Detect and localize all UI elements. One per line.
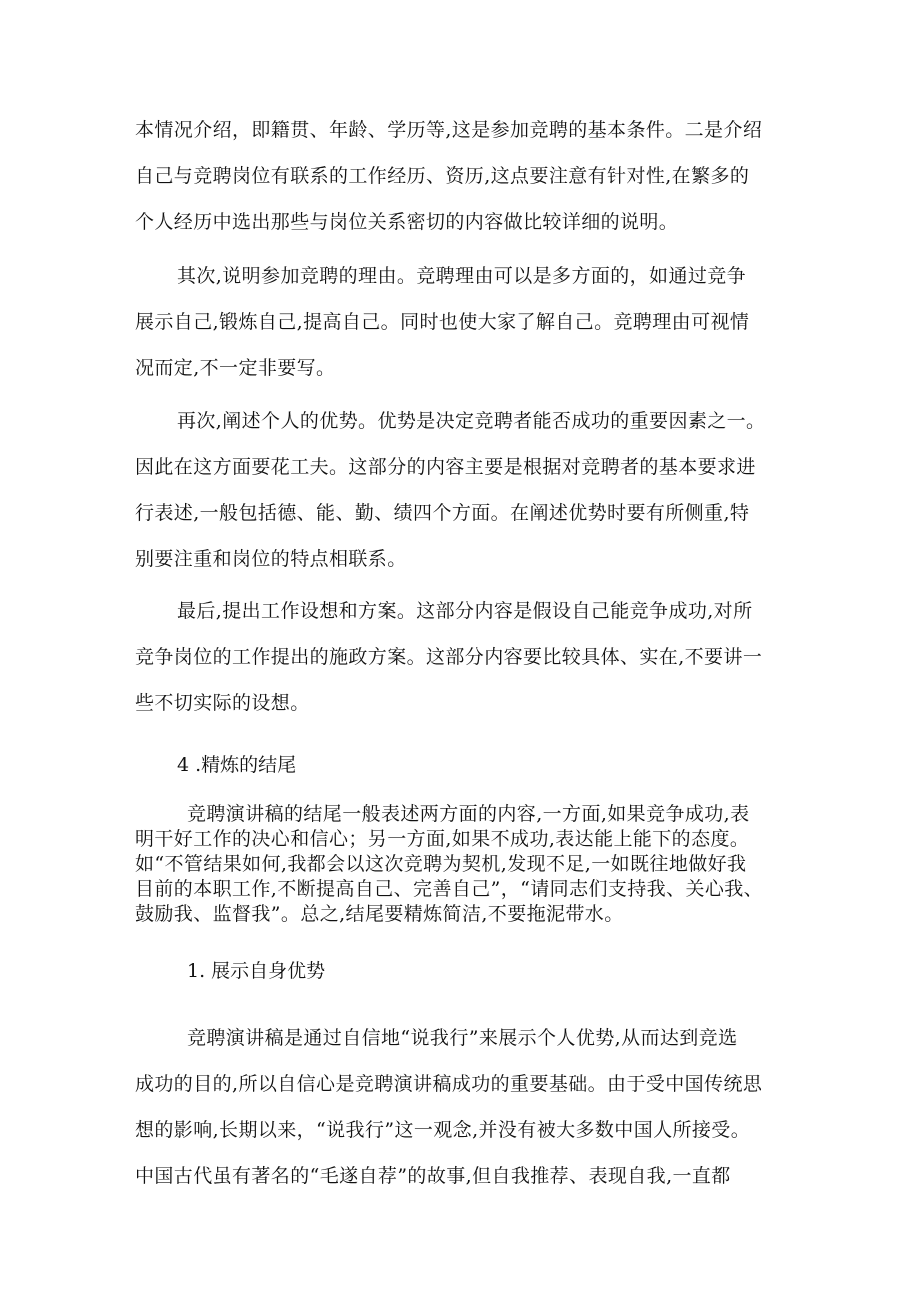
text-line: 竞争岗位的工作提出的施政方案。这部分内容要比较具体、实在,不要讲一 [135,646,763,668]
text-line: 个人经历中选出那些与岗位关系密切的内容做比较详细的说明。 [135,211,679,233]
text-line: 竞聘演讲稿是通过自信地“说我行”来展示个人优势,从而达到竞选 [187,1027,738,1049]
text-line: 明干好工作的决心和信心；另一方面,如果不成功,表达能上能下的态度。 [135,828,750,850]
text-line: 些不切实际的设想。 [135,692,310,714]
subsection-heading-1: 1. 展示自身优势 [187,960,326,982]
text-line: 最后,提出工作设想和方案。这部分内容是假设自己能竞争成功,对所 [177,600,753,622]
text-line: 展示自己,锻炼自己,提高自己。同时也使大家了解自己。竞聘理由可视情 [135,311,750,333]
text-line: 因此在这方面要花工夫。这部分的内容主要是根据对竞聘者的基本要求进 [135,456,756,478]
text-line: 竞聘演讲稿的结尾一般表述两方面的内容,一方面,如果竞争成功,表 [187,803,750,825]
text-line: 如“不管结果如何,我都会以这次竞聘为契机,发现不足,一如既往地做好我 [135,853,747,875]
paragraph-ending [135,802,795,927]
text-line: 别要注重和岗位的特点相联系。 [135,548,407,570]
section-heading-4: 4 .精炼的结尾 [177,754,297,776]
text-line: 本情况介绍，即籍贯、年龄、学历等,这是参加竞聘的基本条件。二是介绍 [135,119,763,141]
text-line: 目前的本职工作,不断提高自己、完善自己”，“请同志们支持我、关心我、 [135,878,764,900]
text-line: 自己与竞聘岗位有联系的工作经历、资历,这点要注意有针对性,在繁多的 [135,165,750,187]
text-line: 其次,说明参加竞聘的理由。竞聘理由可以是多方面的，如通过竞争 [177,265,747,287]
paragraph-self-confidence [135,1015,795,1199]
text-line: 想的影响,长期以来，“说我行”这一观念,并没有被大多数中国人所接受。 [135,1119,751,1141]
paragraph-advantage [135,398,795,582]
text-line: 鼓励我、监督我”。总之,结尾要精炼简洁,不要拖泥带水。 [135,903,624,925]
text-line: 行表述,一般包括德、能、勤、绩四个方面。在阐述优势时要有所侧重,特 [135,502,750,524]
paragraph-basic-info [135,107,795,245]
text-line: 成功的目的,所以自信心是竞聘演讲稿成功的重要基础。由于受中国传统思 [135,1073,763,1095]
paragraph-reason [135,253,795,391]
text-line: 况而定,不一定非要写。 [135,357,336,379]
paragraph-plan [135,588,795,726]
text-line: 再次,阐述个人的优势。优势是决定竞聘者能否成功的重要因素之一。 [177,410,766,432]
text-line: 中国古代虽有著名的“毛遂自荐”的故事,但自我推荐、表现自我,一直都 [135,1165,731,1187]
